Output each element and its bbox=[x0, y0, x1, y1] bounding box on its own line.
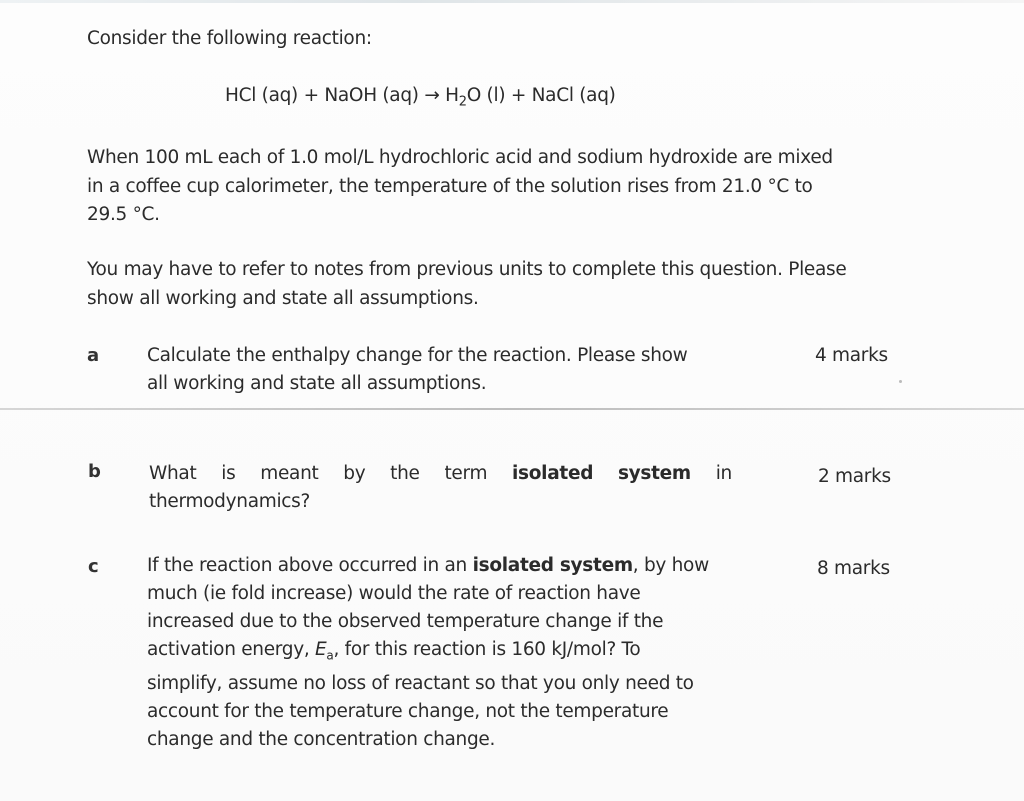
question-a-line: all working and state all assumptions. bbox=[147, 373, 487, 394]
question-c-line: increased due to the observed temperature change if the bbox=[147, 611, 664, 632]
instruction-line: show all working and state all assumptions. bbox=[87, 287, 479, 309]
problem-line: in a coffee cup calorimeter, the temperature of the solution rises from 21.0 °C to bbox=[87, 175, 813, 197]
reaction-equation bbox=[225, 85, 616, 110]
instructions bbox=[87, 256, 897, 313]
plus-sign: + bbox=[303, 85, 319, 106]
plus-sign: + bbox=[510, 85, 527, 106]
question-c-marks: 8 marks bbox=[817, 558, 890, 579]
question-b-letter: b bbox=[88, 461, 101, 482]
product-water: $H_2O$ (l) bbox=[445, 85, 506, 110]
reactant-hcl: HCl (aq) bbox=[225, 85, 298, 106]
reaction-arrow-icon: → bbox=[424, 85, 440, 106]
question-c-line: If the reaction above occurred in an isolated system, by how bbox=[147, 555, 709, 576]
question-a-line: Calculate the enthalpy change for the reaction. Please show bbox=[147, 345, 688, 366]
question-b-line: What is meant by the term isolated system in bbox=[149, 463, 732, 484]
problem-line: When 100 mL each of 1.0 mol/L hydrochloric acid and sodium hydroxide are mixed bbox=[87, 147, 833, 168]
question-a-letter: a bbox=[87, 345, 100, 366]
intro-text: Consider the following reaction: bbox=[87, 28, 372, 49]
question-c-text bbox=[147, 552, 732, 754]
question-c-line: simplify, assume no loss of reactant so that you only need to bbox=[147, 672, 694, 694]
question-a-marks: 4 marks bbox=[815, 345, 888, 366]
question-b-marks: 2 marks bbox=[818, 466, 891, 487]
question-b-line: thermodynamics? bbox=[149, 491, 311, 512]
page-divider bbox=[0, 408, 1024, 410]
problem-line: 29.5 °C. bbox=[87, 204, 160, 225]
question-c-line: account for the temperature change, not the temperature bbox=[147, 700, 669, 722]
question-c-line: much (ie fold increase) would the rate of reaction have bbox=[147, 583, 641, 604]
question-b-text bbox=[149, 460, 734, 516]
page-top-edge bbox=[0, 0, 1024, 3]
question-c-line: change and the concentration change. bbox=[147, 728, 496, 750]
question-a-text bbox=[147, 342, 732, 398]
scan-speck bbox=[899, 380, 902, 383]
product-nacl: NaCl (aq) bbox=[531, 85, 616, 106]
problem-statement bbox=[87, 144, 897, 230]
reactant-naoh: NaOH (aq) bbox=[324, 85, 419, 106]
question-c-line: activation energy, $E_a$, for this reaction is 160 kJ/mol? To bbox=[147, 639, 641, 663]
instruction-line: You may have to refer to notes from previous units to complete this question. Please bbox=[87, 259, 847, 280]
question-c-letter: c bbox=[88, 556, 99, 577]
